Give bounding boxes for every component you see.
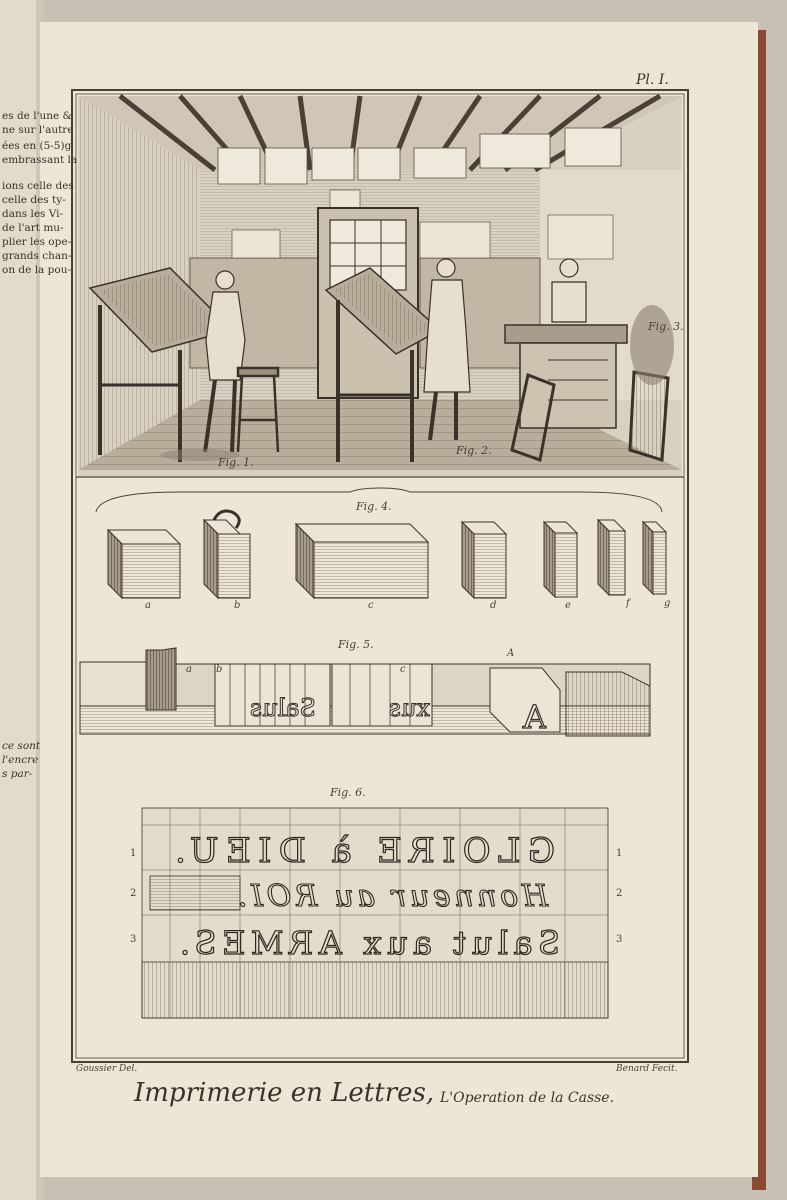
plate-caption-title: Imprimerie en Lettres, <box>134 1078 435 1108</box>
fig4-letter-b: b <box>234 600 241 611</box>
plate-number: Pl. I. <box>636 72 669 88</box>
fig6-line-2: Honneur au ROI. <box>238 879 548 914</box>
left-page-line: on de la pou- <box>2 264 72 276</box>
left-page-line: ions celle des <box>2 180 74 192</box>
credit-engraver: Benard Fecit. <box>616 1064 678 1074</box>
fig4-letter-e: e <box>565 600 571 611</box>
fig5-label: Fig. 5. <box>338 638 374 651</box>
credit-draughtsman: Goussier Del. <box>76 1064 138 1074</box>
plate-caption-subtitle: L'Operation de la Casse. <box>440 1090 615 1106</box>
fig6-row-3-left: 3 <box>130 934 137 945</box>
fig5-type-text-2: xus <box>388 694 430 722</box>
left-page-line: de l'art mu- <box>2 222 64 234</box>
left-page-line-b1: ce sont <box>2 740 41 752</box>
fig6-row-3-right: 3 <box>616 934 623 945</box>
left-page-line: plier les ope- <box>2 236 72 248</box>
left-page-line-b3: s par- <box>2 768 33 780</box>
workshop-vignette <box>78 96 682 476</box>
left-page-line: embrassant la <box>2 154 78 166</box>
fig6-row-1-left: 1 <box>130 848 137 859</box>
fig6-line-1: GLOIRE à DIEU. <box>175 831 555 871</box>
left-page-line: es de l'une & <box>2 110 72 122</box>
left-page-line: grands chan- <box>2 250 72 262</box>
fig6-label: Fig. 6. <box>330 786 366 799</box>
left-page-line: celle des ty- <box>2 194 66 206</box>
fig5-letter-A: A <box>507 648 515 659</box>
fig4-letter-d: d <box>490 600 497 611</box>
fig5-sort-letter-A: A <box>522 698 546 736</box>
left-page-line: ées en (5-5)g <box>2 140 72 152</box>
fig4-letter-g: g <box>664 598 671 609</box>
fig5-letter-a: a <box>186 664 192 675</box>
fig4-letter-a: a <box>145 600 151 611</box>
fig4-letter-c: c <box>368 600 374 611</box>
left-page-line: ne sur l'autre <box>2 124 74 136</box>
fig6-line-3: Salut aux ARMES. <box>180 924 560 962</box>
fig6-row-2-left: 2 <box>130 888 137 899</box>
fig4-letter-f: f <box>626 598 630 609</box>
fig5-letter-b: b <box>216 664 223 675</box>
left-page-line: dans les Vi- <box>2 208 64 220</box>
fig3-label: Fig. 3. <box>648 320 684 333</box>
left-page-line-b2: l'encre <box>2 754 39 766</box>
fig5-type-text-1: Salus <box>249 694 316 722</box>
fig2-label: Fig. 2. <box>456 444 492 457</box>
fig6-row-2-right: 2 <box>616 888 623 899</box>
fig4-label: Fig. 4. <box>356 500 392 513</box>
fig6-row-1-right: 1 <box>616 848 623 859</box>
fig5-letter-c: c <box>400 664 406 675</box>
fig1-label: Fig. 1. <box>218 456 254 469</box>
